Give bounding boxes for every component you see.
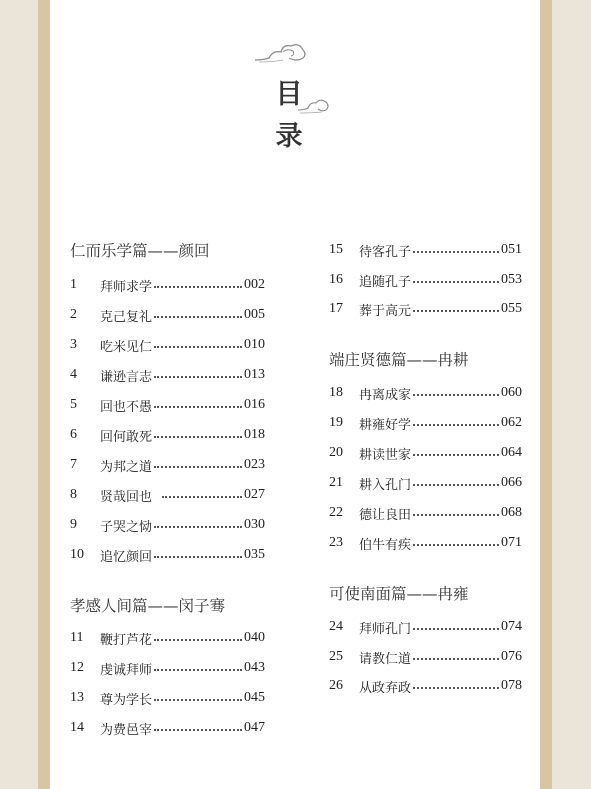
toc-entry[interactable]: 15 待客孔子 051 [329, 242, 522, 260]
toc-entry[interactable]: 21 耕入孔门 066 [329, 475, 522, 493]
toc-entry[interactable]: 18 冉离成家 060 [329, 385, 522, 403]
section-heading: 孝感人间篇——闵子骞 [70, 597, 226, 615]
toc-entry[interactable]: 16 追随孔子 053 [329, 272, 522, 290]
toc-entry[interactable]: 22 德让良田 068 [329, 505, 522, 523]
page-title-char: 目 [275, 79, 303, 110]
toc-entry[interactable]: 12 虔诚拜师 043 [70, 660, 265, 678]
toc-entry[interactable]: 8 贤哉回也 027 [70, 487, 265, 505]
section-heading: 可使南面篇——冉雍 [329, 585, 469, 603]
section-heading: 仁而乐学篇——颜回 [70, 242, 210, 260]
toc-entry[interactable]: 26 从政弃政 078 [329, 678, 522, 696]
toc-entry[interactable]: 2 克己复礼 005 [70, 307, 265, 325]
toc-entry[interactable]: 24 拜师孔门 074 [329, 619, 522, 637]
toc-entry[interactable]: 3 吃米见仁 010 [70, 337, 265, 355]
right-page-border [540, 0, 552, 789]
toc-entry[interactable]: 5 回也不愚 016 [70, 397, 265, 415]
toc-entry[interactable]: 23 伯牛有疾 071 [329, 535, 522, 553]
toc-entry[interactable]: 4 谦逊言志 013 [70, 367, 265, 385]
toc-entry[interactable]: 25 请教仁道 076 [329, 649, 522, 667]
toc-entry[interactable]: 17 葬于高元 055 [329, 301, 522, 319]
toc-entry[interactable]: 9 子哭之恸 030 [70, 517, 265, 535]
toc-entry[interactable]: 1 拜师求学 002 [70, 277, 265, 295]
toc-entry[interactable]: 11 鞭打芦花 040 [70, 630, 265, 648]
toc-entry[interactable]: 7 为邦之道 023 [70, 457, 265, 475]
toc-entry[interactable]: 14 为费邑宰 047 [70, 720, 265, 738]
toc-entry[interactable]: 20 耕读世家 064 [329, 445, 522, 463]
toc-entry[interactable]: 6 回何敢死 018 [70, 427, 265, 445]
left-page-border [38, 0, 50, 789]
cloud-ornament-icon [253, 38, 309, 64]
toc-entry[interactable]: 19 耕雍好学 062 [329, 415, 522, 433]
toc-entry[interactable]: 13 尊为学长 045 [70, 690, 265, 708]
section-heading: 端庄贤德篇——冉耕 [329, 351, 469, 369]
page-title-char: 录 [275, 121, 303, 152]
toc-entry[interactable]: 10 追忆颜回 035 [70, 547, 265, 565]
